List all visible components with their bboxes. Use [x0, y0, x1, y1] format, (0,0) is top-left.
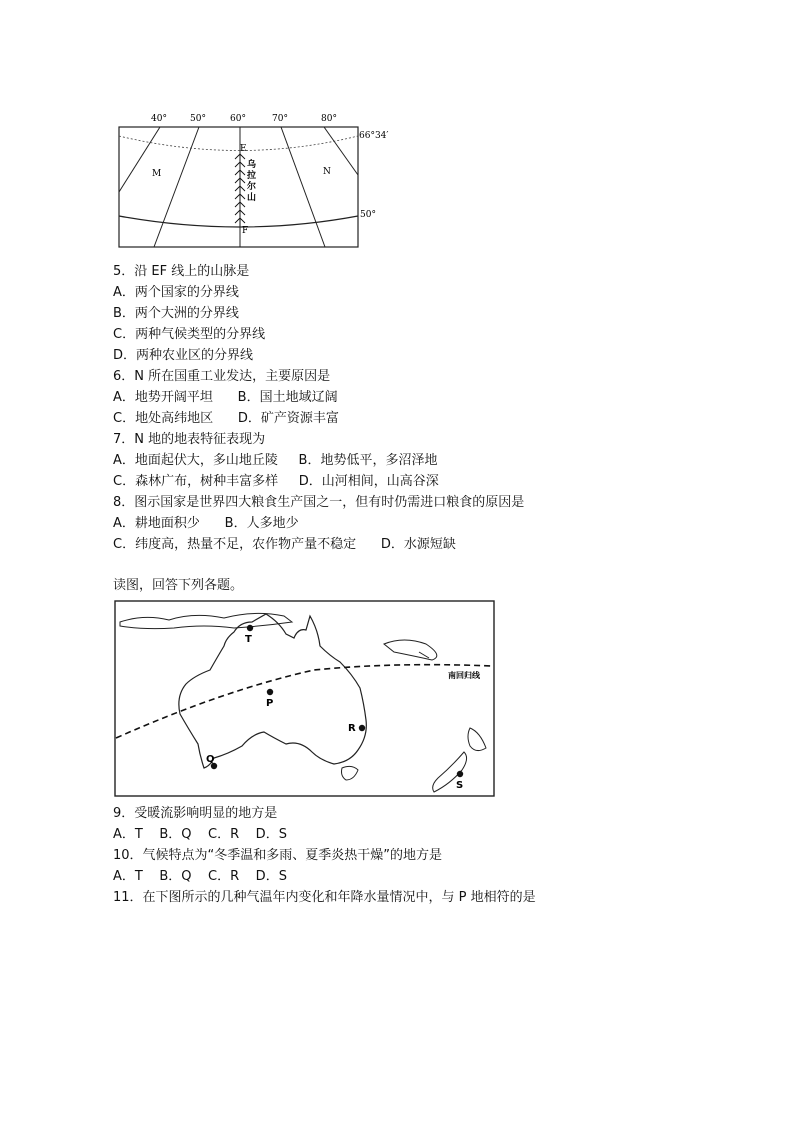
new-guinea-coast	[384, 640, 437, 660]
ural-map	[113, 105, 389, 250]
ural-mountain-symbol	[235, 153, 245, 226]
tasmania	[342, 766, 359, 780]
question-11-stem: 11．在下图所示的几种气温年内变化和年降水量情况中，与 P 地相符的是	[113, 890, 536, 905]
parallel-50-line	[119, 216, 358, 227]
lon-70-label: 70°	[272, 114, 288, 124]
section-intro: 读图，回答下列各题。	[113, 578, 244, 593]
question-7-options-cd: C．森林广布，树种丰富多样 D．山河相间，山高谷深	[113, 474, 439, 489]
lon-60-label: 60°	[230, 114, 246, 124]
mountain-char-3: 尔	[247, 182, 257, 192]
lon-50-label: 50°	[190, 114, 206, 124]
point-p-label: P	[266, 698, 274, 709]
point-e-label: E	[240, 144, 247, 154]
meridian-70	[281, 127, 325, 247]
mountain-char-4: 山	[247, 193, 257, 203]
question-7-options-ab: A．地面起伏大，多山地丘陵 B．地势低平，多沼泽地	[113, 453, 438, 468]
australia-map	[114, 600, 496, 798]
question-5-option-c: C．两种气候类型的分界线	[113, 327, 266, 342]
point-t-label: T	[245, 634, 252, 645]
mountain-char-1: 乌	[247, 160, 257, 170]
question-6-stem: 6．N 所在国重工业发达，主要原因是	[113, 369, 331, 384]
new-zealand-north	[468, 728, 486, 751]
meridian-40	[119, 127, 160, 192]
meridian-50	[154, 127, 199, 247]
question-5-option-d: D．两种农业区的分界线	[113, 348, 254, 363]
point-r-label: R	[348, 723, 356, 734]
mountain-char-2: 拉	[247, 171, 257, 181]
point-p-marker	[267, 689, 273, 695]
question-7-stem: 7．N 地的地表特征表现为	[113, 432, 266, 447]
question-5-option-a: A．两个国家的分界线	[113, 285, 239, 300]
question-5-option-b: B．两个大洲的分界线	[113, 306, 239, 321]
point-f-label: F	[242, 226, 249, 236]
point-s-marker	[457, 771, 463, 777]
northern-islands	[120, 613, 292, 628]
question-8-options-cd: C．纬度高，热量不足，农作物产量不稳定 D．水源短缺	[113, 537, 456, 552]
question-6-options-cd: C．地处高纬地区 D．矿产资源丰富	[113, 411, 339, 426]
question-6-options-ab: A．地势开阔平坦 B．国土地域辽阔	[113, 390, 338, 405]
question-10-options: A．T B．Q C．R D．S	[113, 869, 287, 884]
tropic-label: 南回归线	[448, 670, 480, 680]
lat-50-label: 50°	[360, 210, 376, 220]
tropic-of-capricorn	[116, 665, 492, 738]
lon-80-label: 80°	[321, 114, 337, 124]
question-8-stem: 8．图示国家是世界四大粮食生产国之一，但有时仍需进口粮食的原因是	[113, 495, 525, 510]
region-n-label: N	[323, 167, 331, 177]
region-m-label: M	[152, 169, 162, 179]
lat-arctic-label: 66°34′	[359, 131, 389, 141]
question-8-options-ab: A．耕地面积少 B．人多地少	[113, 516, 299, 531]
lon-40-label: 40°	[151, 114, 167, 124]
arctic-circle-line	[119, 136, 358, 151]
question-9-options: A．T B．Q C．R D．S	[113, 827, 287, 842]
question-9-stem: 9．受暖流影响明显的地方是	[113, 806, 278, 821]
question-10-stem: 10．气候特点为“冬季温和多雨、夏季炎热干燥”的地方是	[113, 848, 443, 863]
point-q-label: Q	[206, 754, 215, 765]
point-s-label: S	[456, 780, 464, 791]
question-5-stem: 5．沿 EF 线上的山脉是	[113, 264, 250, 279]
point-t-marker	[247, 625, 253, 631]
point-r-marker	[359, 725, 365, 731]
